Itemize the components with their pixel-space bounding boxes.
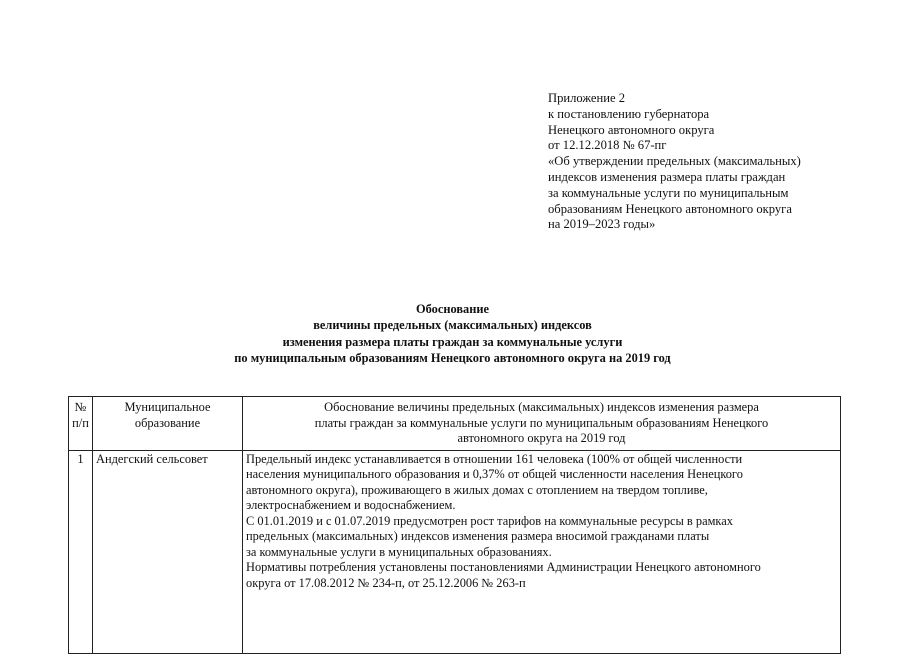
appendix-line: образованиям Ненецкого автономного округа — [548, 201, 792, 216]
header-basis — [243, 397, 841, 451]
row-basis-line: населения муниципального образования и 0,37% от общей численности населения Ненецкого — [246, 467, 743, 481]
row-basis — [243, 450, 841, 653]
document-title — [0, 301, 905, 366]
row-basis-line: за коммунальные услуги в муниципальных образованиях. — [246, 544, 552, 559]
row-basis-line: округа от 17.08.2012 № 234-п, от 25.12.2006 № 263-п — [246, 575, 526, 590]
appendix-line: индексов изменения размера платы граждан — [548, 169, 786, 184]
row-num: 1 — [69, 450, 93, 653]
header-basis-line: Обоснование величины предельных (максимальных) индексов изменения размера — [324, 400, 759, 414]
appendix-line: Ненецкого автономного округа — [548, 122, 715, 137]
row-basis-line: предельных (максимальных) индексов изменения размера вносимой гражданами платы — [246, 529, 710, 543]
appendix-line: за коммунальные услуги по муниципальным — [548, 185, 789, 200]
header-num: № п/п — [69, 397, 93, 451]
row-basis-line: электроснабжением и водоснабжением. — [246, 498, 456, 512]
appendix-line: к постановлению губернатора — [548, 106, 710, 121]
appendix-line: «Об утверждении предельных (максимальных) — [548, 154, 801, 169]
appendix-line: Приложение 2 — [548, 91, 626, 105]
appendix-line: на 2019–2023 годы» — [548, 217, 656, 232]
title-line: величины предельных (максимальных) индексов — [313, 318, 592, 333]
title-line: по муниципальным образованиям Ненецкого автономного округа на 2019 год — [234, 350, 671, 365]
row-basis-line: С 01.01.2019 и с 01.07.2019 предусмотрен рост тарифов на коммунальные ресурсы в рамках — [246, 513, 733, 528]
appendix-block — [548, 91, 801, 233]
row-basis-line: Нормативы потребления установлены постановлениями Администрации Ненецкого автономного — [246, 560, 761, 574]
basis-table — [68, 396, 841, 654]
header-basis-line: автономного округа на 2019 год — [457, 431, 626, 445]
row-basis-line: автономного округа), проживающего в жилых домах с отоплением на твердом топливе, — [246, 482, 708, 497]
row-municipality: Андегский сельсовет — [93, 450, 243, 653]
table-row — [69, 450, 841, 653]
title-line: изменения размера платы граждан за коммунальные услуги — [282, 334, 623, 349]
header-municipality: Муниципальное образование — [93, 397, 243, 451]
title-line: Обоснование — [415, 302, 490, 316]
table-header-row — [69, 397, 841, 451]
row-basis-line: Предельный индекс устанавливается в отношении 161 человека (100% от общей численности — [246, 451, 743, 466]
header-basis-line: платы граждан за коммунальные услуги по муниципальным образованиям Ненецкого — [314, 415, 769, 430]
appendix-line: от 12.12.2018 № 67-пг — [548, 138, 667, 153]
